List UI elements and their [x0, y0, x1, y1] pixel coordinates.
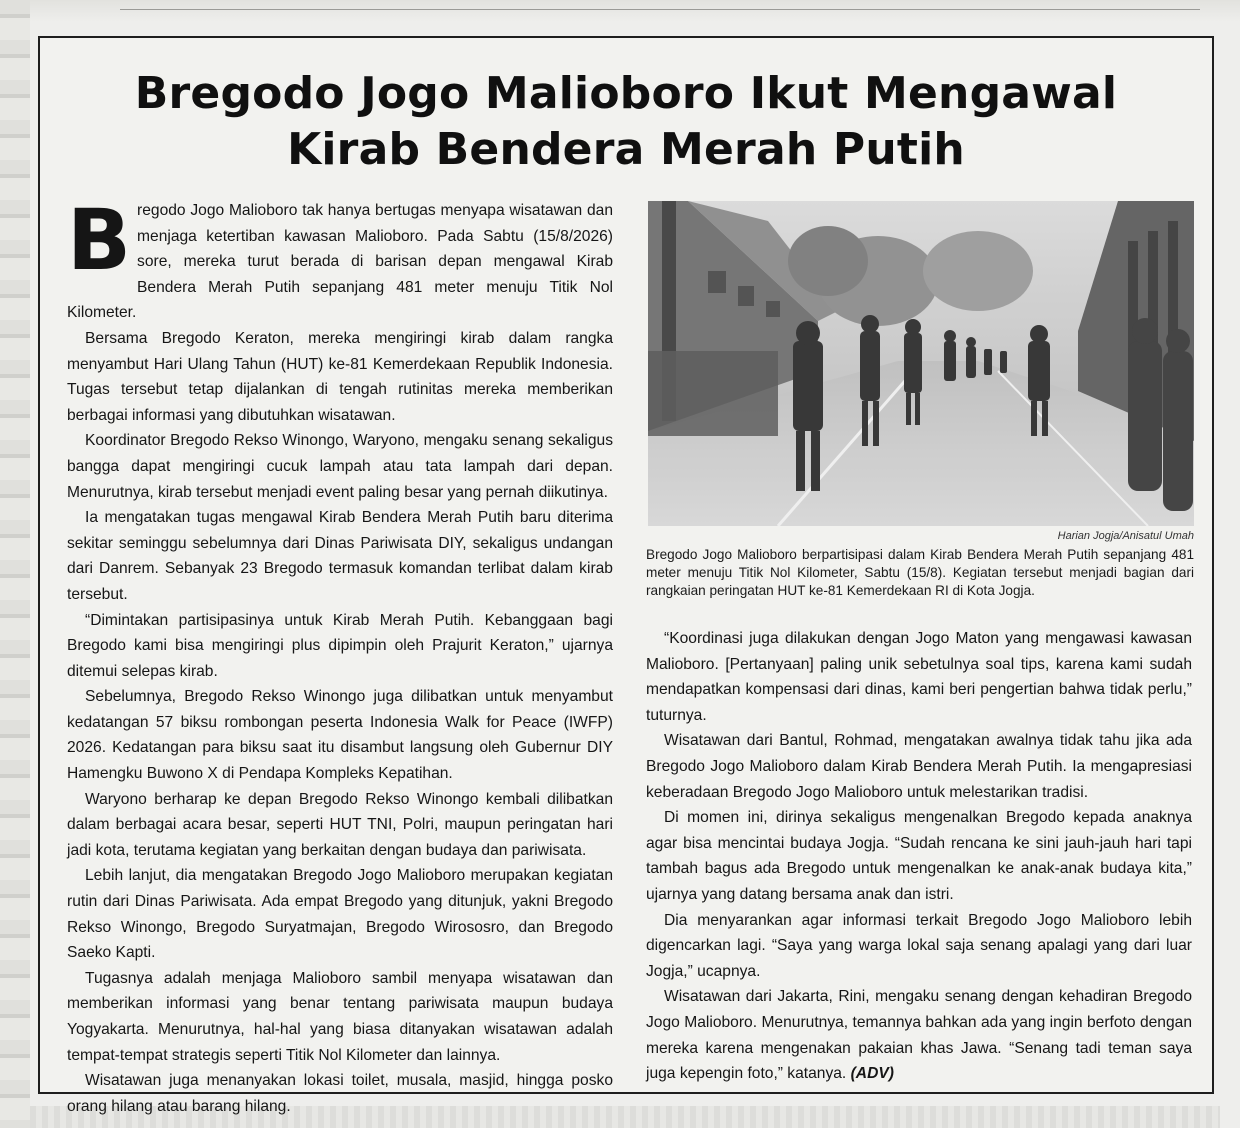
drop-cap: B [67, 191, 132, 289]
paragraph-1-text: regodo Jogo Malioboro tak hanya bertugas menyapa wisatawan dan menjaga ketertiban kawasan Malioboro. Pada Sabtu (15/8/2026) sore, mereka turut berada di barisan depan mengawal Kirab Bendera Merah Putih sepanjang 481 meter menuju Titik Nol Kilometer. [67, 202, 613, 322]
scan-edge-top [30, 0, 1240, 22]
photo-caption: Bregodo Jogo Malioboro berpartisipasi dalam Kirab Bendera Merah Putih sepanjang 481 meter menuju Titik Nol Kilometer, Sabtu (15/8). Kegiatan tersebut menjadi bagian dari rangkaian peringatan HUT ke-81 Kemerdekaan RI di Kota Jogja. [646, 547, 1194, 598]
paragraph-13: Di momen ini, dirinya sekaligus mengenalkan Bregodo kepada anaknya agar bisa mencintai budaya Jogja. “Sudah rencana ke sini jauh-jauh hari tapi tambah bagus ada Bregodo untuk mengenalkan ke anak-anak budaya kita,” ujarnya yang datang bersama anak dan istri. [646, 809, 1192, 903]
article-frame [38, 36, 1214, 1115]
article-headline [40, 66, 1212, 178]
left-column [67, 191, 613, 1119]
paragraph-8: Lebih lanjut, dia mengatakan Bregodo Jogo Malioboro merupakan kegiatan rutin dari Dinas Pariwisata. Ada empat Bregodo yang ditunjuk, yakni Bregodo Rekso Winongo, Bregodo Suryatmajan, Bregodo Wirososro, dan Bregodo Saeko Kapti. [67, 867, 613, 962]
paragraph-6: Sebelumnya, Bregodo Rekso Winongo juga dilibatkan untuk menyambut kedatangan 57 biksu rombongan peserta Indonesia Walk for Peace (IWFP) 2026. Kedatangan para biksu saat itu disambut langsung oleh Gubernur DIY Hamengku Buwono X di Pendapa Kompleks Kepatihan. [67, 688, 613, 783]
paragraph-5: “Dimintakan partisipasinya untuk Kirab Merah Putih. Kebanggaan bagi Bregodo kami bisa mengiringi plus dipimpin oleh Prajurit Keraton,” ujarnya ditemui selepas kirab. [67, 611, 613, 680]
sign-off: (ADV) [850, 1065, 894, 1083]
right-column [646, 626, 1192, 1087]
scan-edge-left [0, 0, 30, 1128]
photo-credit: Harian Jogja/Anisatul Umah [1057, 530, 1194, 542]
headline-line-1: Bregodo Jogo Malioboro Ikut Mengawal [134, 68, 1118, 119]
paragraph-14: Dia menyarankan agar informasi terkait Bregodo Jogo Malioboro lebih digencarkan lagi. “Saya yang warga lokal saja senang apalagi yang dari luar Jogja,” ucapnya. [646, 911, 1192, 980]
paragraph-11: “Koordinasi juga dilakukan dengan Jogo Maton yang mengawasi kawasan Malioboro. [Pertanyaan] paling unik sebetulnya soal tips, karena kami sudah mendapatkan kompensasi dari dinas, kami beri pengertian bahwa tidak perlu,” tuturnya. [646, 630, 1192, 724]
paragraph-7: Waryono berharap ke depan Bregodo Rekso Winongo kembali dilibatkan dalam berbagai acara besar, seperti HUT TNI, Polri, maupun peringatan hari jadi kota, terutama kegiatan yang berkaitan dengan budaya dan pariwisata. [67, 790, 613, 859]
top-rule [120, 9, 1200, 10]
paragraph-2: Bersama Bregodo Keraton, mereka mengiringi kirab dalam rangka menyambut Hari Ulang Tahun (HUT) ke-81 Kemerdekaan Republik Indonesia. Tugas tersebut tetap dijalankan di tengah rutinitas mereka memberikan berbagai informasi yang dibutuhkan wisatawan. [67, 329, 613, 424]
paragraph-15-text: Wisatawan dari Jakarta, Rini, mengaku senang dengan kehadiran Bregodo Jogo Malioboro. Menurutnya, temannya bahkan ada yang ingin berfoto dengan mereka karena mengenakan pakaian khas Jawa. “Senang tadi teman saya juga kepengin foto,” katanya. [646, 988, 1192, 1083]
paragraph-15 [646, 984, 1192, 1086]
paragraph-10: Wisatawan juga menanyakan lokasi toilet, musala, masjid, hingga posko orang hilang atau barang hilang. [67, 1072, 613, 1115]
paragraph-12: Wisatawan dari Bantul, Rohmad, mengatakan awalnya tidak tahu jika ada Bregodo Jogo Malioboro dalam Kirab Bendera Merah Putih. Ia mengapresiasi keberadaan Bregodo Jogo Malioboro untuk melestarikan tradisi. [646, 732, 1192, 801]
parade-photo [648, 201, 1194, 526]
paragraph-3: Koordinator Bregodo Rekso Winongo, Waryono, mengaku senang sekaligus bangga dapat mengiringi cucuk lampah atau tata lampah dari depan. Menurutnya, kirab tersebut menjadi event paling besar yang pernah diikutinya. [67, 432, 613, 501]
paragraph-9: Tugasnya adalah menjaga Malioboro sambil menyapa wisatawan dan memberikan informasi yang benar tentang pariwisata maupun budaya Yogyakarta. Menurutnya, hal-hal yang biasa ditanyakan wisatawan adalah tempat-tempat strategis seperti Titik Nol Kilometer dan lainnya. [67, 969, 613, 1064]
headline-line-2: Kirab Bendera Merah Putih [287, 124, 965, 175]
paragraph-1 [67, 191, 613, 326]
paragraph-4: Ia mengatakan tugas mengawal Kirab Bendera Merah Putih baru diterima sekitar seminggu sebelumnya dari Dinas Pariwisata DIY, sekaligus undangan dari Danrem. Sebanyak 23 Bregodo termasuk komandan terlibat dalam kirab tersebut. [67, 509, 613, 603]
